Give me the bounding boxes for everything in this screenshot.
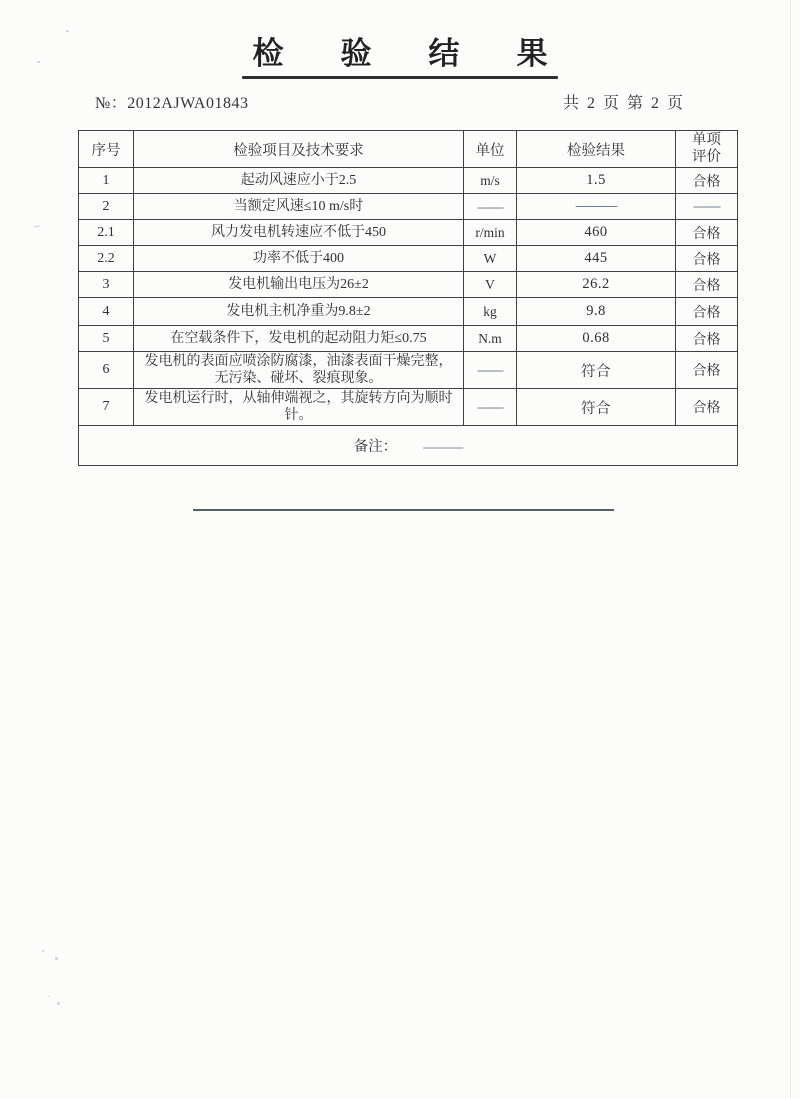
cell-unit: —— bbox=[464, 194, 517, 220]
scan-pencil-mark: ~ bbox=[32, 220, 42, 234]
scan-speck bbox=[57, 1002, 60, 1005]
cell-unit: kg bbox=[464, 298, 517, 326]
cell-unit: —— bbox=[464, 352, 517, 389]
cell-unit: r/min bbox=[464, 220, 517, 246]
meta-row bbox=[95, 90, 685, 113]
cell-eval: 合格 bbox=[676, 298, 738, 326]
remarks-label: 备注： bbox=[353, 439, 398, 455]
cell-no: 4 bbox=[79, 298, 134, 326]
header-no: 序号 bbox=[79, 131, 134, 168]
header-item: 检验项目及技术要求 bbox=[134, 131, 464, 168]
header-result: 检验结果 bbox=[517, 131, 676, 168]
cell-item: 发电机输出电压为26±2 bbox=[134, 272, 464, 298]
document-number bbox=[95, 90, 248, 113]
cell-eval: 合格 bbox=[676, 389, 738, 426]
document-number-value: 2012AJWA01843 bbox=[127, 95, 249, 112]
table-row bbox=[79, 246, 738, 272]
cell-item: 当额定风速≤10 m/s时 bbox=[134, 194, 464, 220]
results-table-wrapper bbox=[78, 130, 738, 466]
header-unit: 单位 bbox=[464, 131, 517, 168]
cell-item: 风力发电机转速应不低于450 bbox=[134, 220, 464, 246]
scan-speck bbox=[66, 30, 69, 32]
cell-eval: 合格 bbox=[676, 246, 738, 272]
header-eval bbox=[676, 131, 738, 168]
cell-unit: N.m bbox=[464, 326, 517, 352]
cell-result: 9.8 bbox=[517, 298, 676, 326]
scan-speck bbox=[55, 957, 58, 960]
cell-eval: 合格 bbox=[676, 352, 738, 389]
cell-result: 0.68 bbox=[517, 326, 676, 352]
cell-result: 符合 bbox=[517, 389, 676, 426]
document-number-label: №： bbox=[95, 95, 128, 112]
cell-result: ——— bbox=[517, 194, 676, 220]
scan-speck bbox=[48, 996, 50, 997]
cell-no: 1 bbox=[79, 168, 134, 194]
table-row bbox=[79, 194, 738, 220]
table-row bbox=[79, 326, 738, 352]
cell-result: 1.5 bbox=[517, 168, 676, 194]
cell-no: 2.1 bbox=[79, 220, 134, 246]
cell-item: 发电机运行时，从轴伸端视之，其旋转方向为顺时针。 bbox=[134, 389, 464, 426]
cell-unit: m/s bbox=[464, 168, 517, 194]
cell-result: 460 bbox=[517, 220, 676, 246]
table-header-row bbox=[79, 131, 738, 168]
title-underline bbox=[242, 76, 558, 79]
signature-rule bbox=[193, 509, 614, 511]
cell-item: 在空载条件下，发电机的起动阻力矩≤0.75 bbox=[134, 326, 464, 352]
results-table bbox=[78, 130, 738, 466]
table-row bbox=[79, 272, 738, 298]
header-eval-label: 单项评价 bbox=[692, 132, 721, 165]
cell-no: 2 bbox=[79, 194, 134, 220]
remarks-row bbox=[79, 426, 738, 466]
cell-unit: —— bbox=[464, 389, 517, 426]
table-row bbox=[79, 389, 738, 426]
cell-item: 功率不低于400 bbox=[134, 246, 464, 272]
cell-no: 6 bbox=[79, 352, 134, 389]
cell-no: 3 bbox=[79, 272, 134, 298]
cell-eval: 合格 bbox=[676, 168, 738, 194]
cell-unit: W bbox=[464, 246, 517, 272]
cell-no: 5 bbox=[79, 326, 134, 352]
table-row bbox=[79, 168, 738, 194]
page-title: 检验结果 bbox=[252, 36, 605, 71]
cell-item: 起动风速应小于2.5 bbox=[134, 168, 464, 194]
scan-speck bbox=[42, 950, 44, 952]
cell-result: 符合 bbox=[517, 352, 676, 389]
page-count: 共 2 页 第 2 页 bbox=[562, 95, 685, 112]
cell-no: 2.2 bbox=[79, 246, 134, 272]
cell-eval: 合格 bbox=[676, 272, 738, 298]
cell-no: 7 bbox=[79, 389, 134, 426]
title-block bbox=[0, 34, 800, 79]
table-row bbox=[79, 298, 738, 326]
cell-eval: 合格 bbox=[676, 220, 738, 246]
cell-item: 发电机主机净重为9.8±2 bbox=[134, 298, 464, 326]
table-row bbox=[79, 352, 738, 389]
cell-eval: —— bbox=[676, 194, 738, 220]
table-row bbox=[79, 220, 738, 246]
cell-result: 26.2 bbox=[517, 272, 676, 298]
remarks-value: ——— bbox=[423, 440, 463, 455]
cell-result: 445 bbox=[517, 246, 676, 272]
scan-edge-line bbox=[790, 0, 791, 1098]
remarks-cell bbox=[79, 426, 738, 466]
cell-item: 发电机的表面应喷涂防腐漆，油漆表面干燥完整，无污染、碰坏、裂痕现象。 bbox=[134, 352, 464, 389]
cell-eval: 合格 bbox=[676, 326, 738, 352]
cell-unit: V bbox=[464, 272, 517, 298]
